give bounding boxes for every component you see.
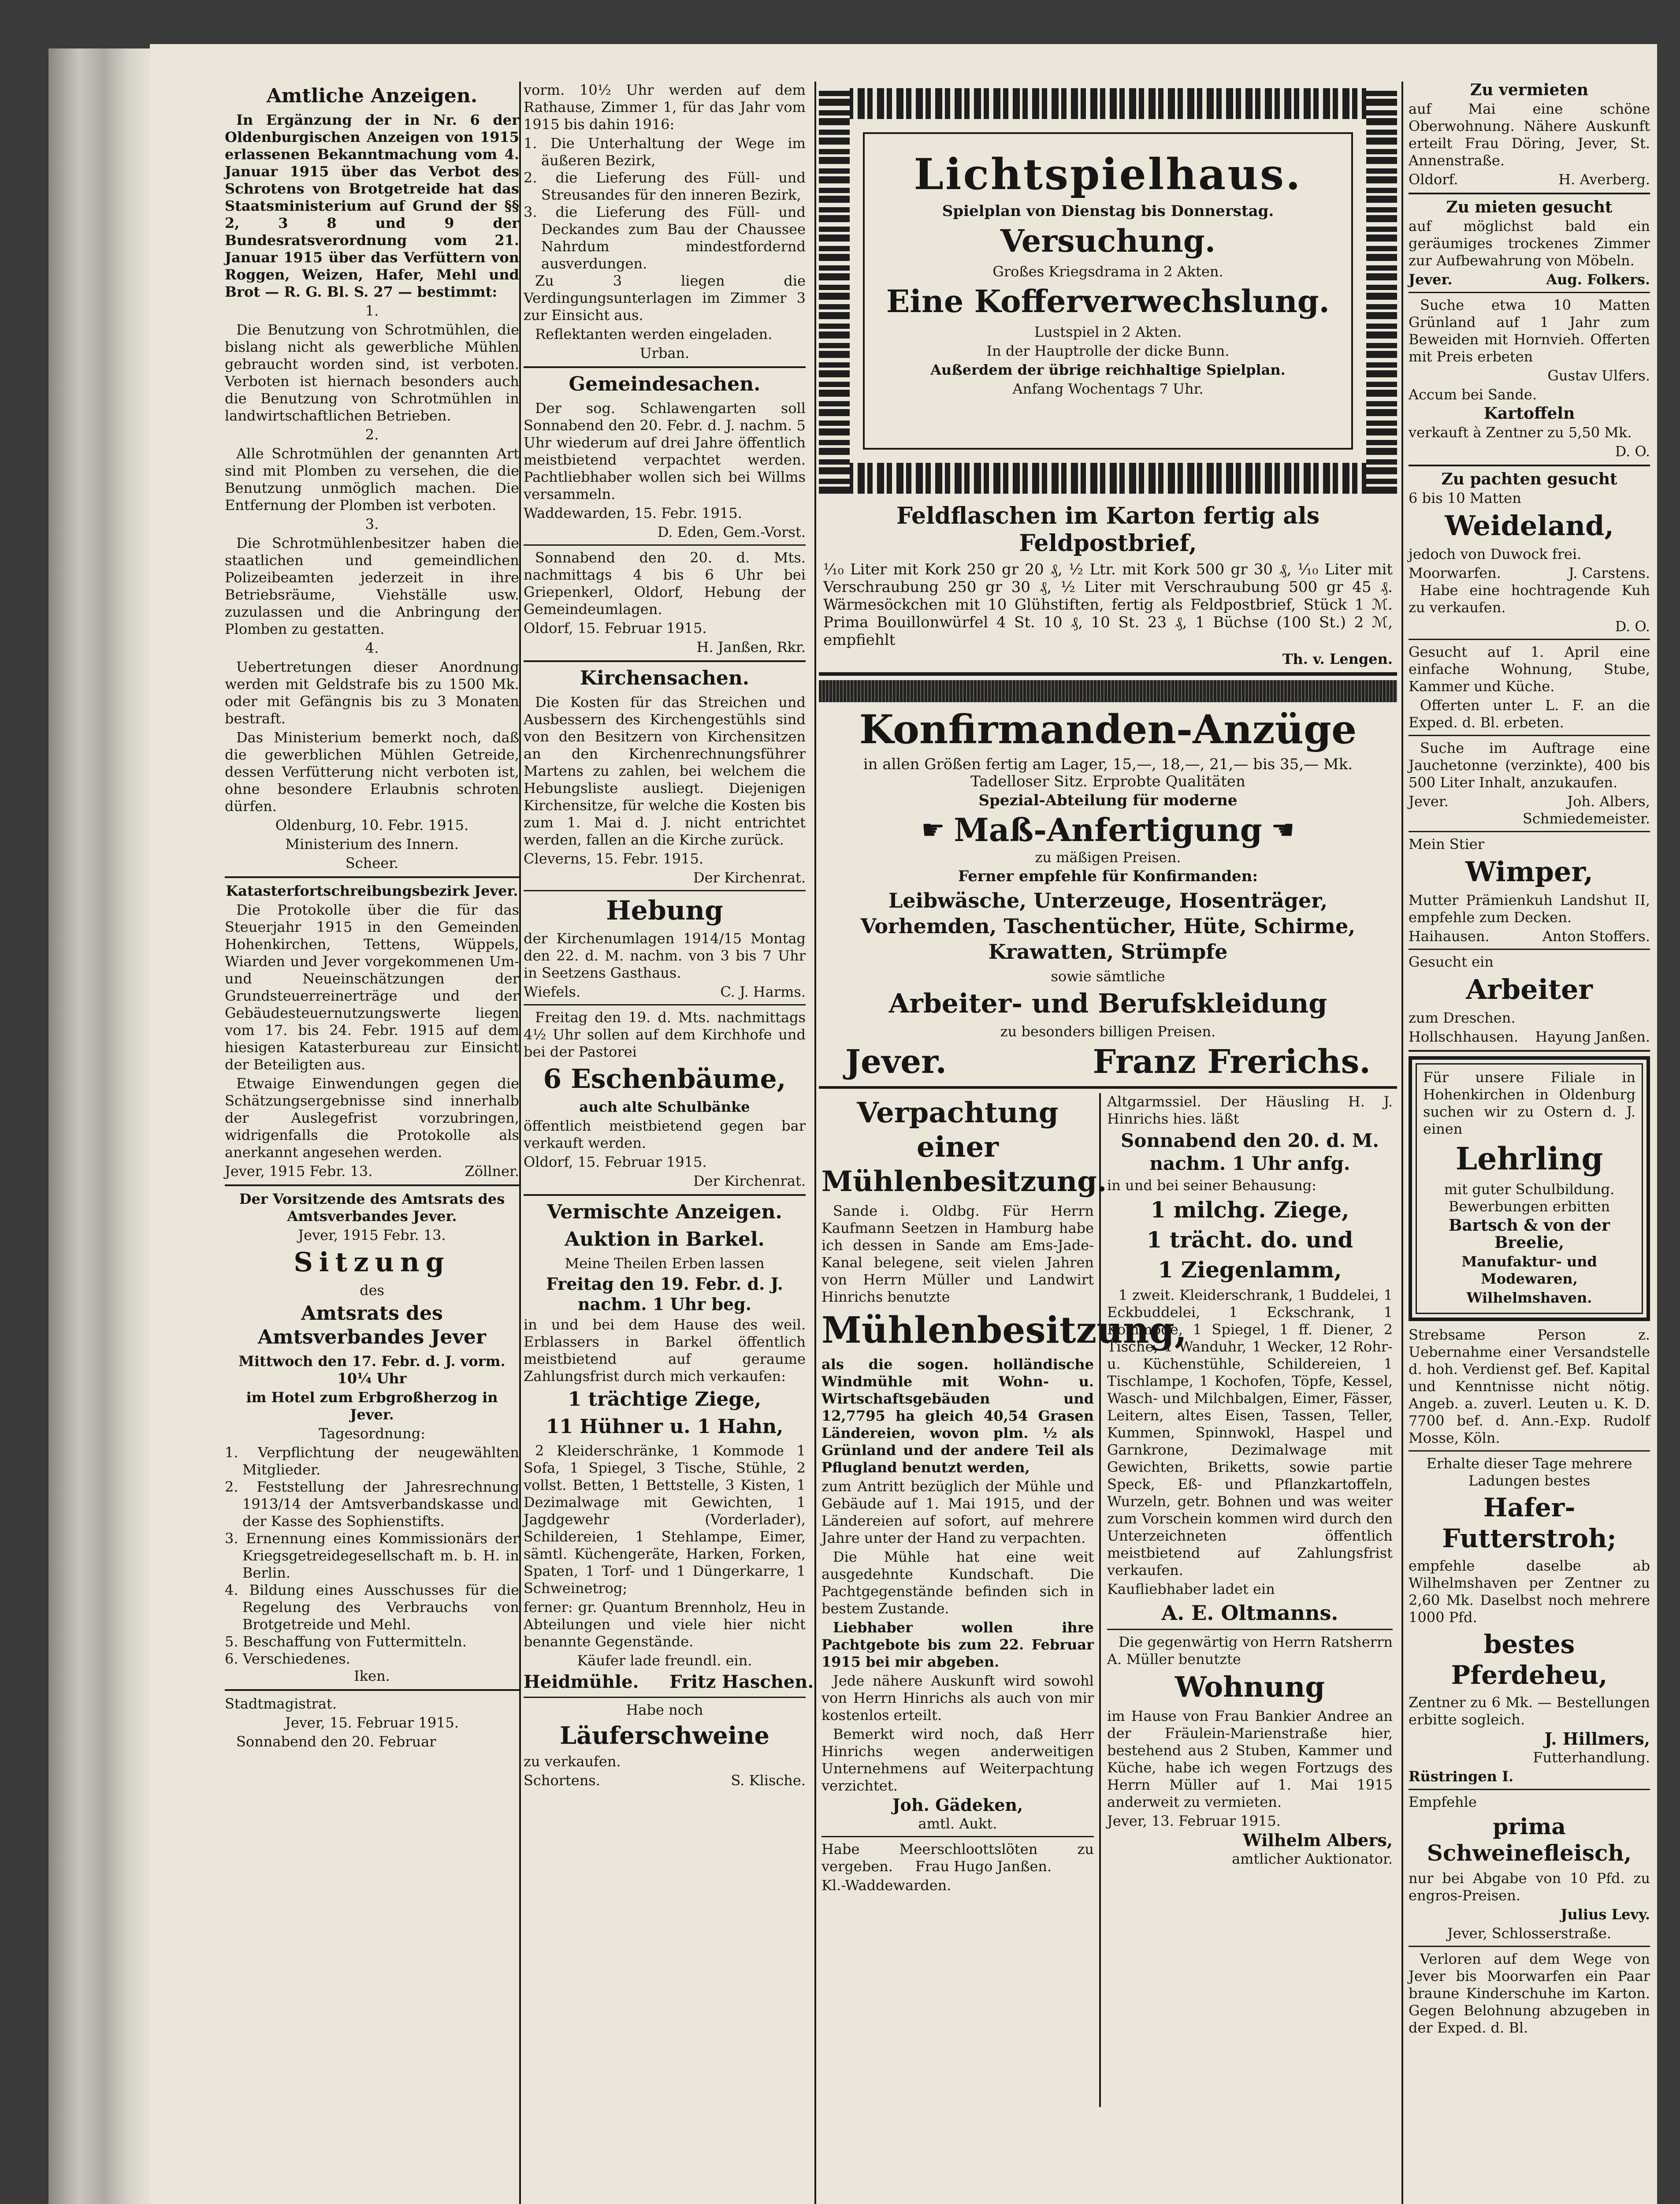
notice-place-date: Oldenburg, 10. Febr. 1915. [275,817,469,834]
divider [1409,1050,1650,1052]
top-notice-item: 3. die Lieferung des Füll- und Deckandes zum Bau der Chaussee Nahrdum mindestfordernd ausverdungen. [524,204,806,272]
pferdeheu-text: Zentner zu 6 Mk. — Bestellungen erbitte sogleich. [1409,1694,1650,1728]
pachten-text: 6 bis 10 Matten [1409,490,1521,506]
pferdeheu-signature-title: Futterhandlung. [1533,1749,1650,1766]
meerschw-place: Kl.-Waddewarden. [821,1877,952,1894]
weideland-signature: J. Carstens. [1568,565,1650,581]
weideland-place: Moorwarfen. [1409,565,1501,581]
muehle-signature-title: amtl. Aukt. [918,1815,997,1832]
wohnung-title: Wohnung [1175,1671,1325,1704]
eschen-text: Freitag den 19. d. Mts. nachmittags 4½ Uhr sollen auf dem Kirchhofe und bei der Pastorei [524,1009,806,1060]
wohnung-signature-title: amtlicher Auktionator. [1232,1850,1393,1867]
column-rule [1401,82,1403,2204]
kataster-text: Etwaige Einwendungen gegen die Schätzungsergebnisse sind innerhalb der Auslegefrist vorzubringen, widrigenfalls die Protokolle als anerkannt angesehen werden. [225,1075,519,1161]
gesucht-text: Gesucht auf 1. April eine einfache Wohnung, Stube, Kammer und Küche. [1409,644,1650,695]
konfirmanden-berufs: Arbeiter- und Berufskleidung [888,988,1327,1019]
divider [524,890,806,891]
vermieten-place: Oldorf. [1409,171,1458,188]
jauche-place: Jever. [1409,793,1449,810]
wimper-title: Wimper, [1465,856,1594,888]
column-official-notices [225,82,519,2204]
muehlenbesitzung-ad [819,1093,1187,2107]
schwein-text: nur bei Abgabe von 10 Pfd. zu engros-Preisen. [1409,1870,1650,1904]
gemeinde-place: Waddewarden, 15. Febr. 1915. [524,505,742,521]
stadtmagistrat-label: Stadtmagistrat. [225,1695,337,1712]
konfirmanden-sowie: sowie sämtliche [1051,968,1165,985]
konfirmanden-text: in allen Größen fertig am Lager, 15,—, 18,—, 21,— bis 35,— Mk. Tadelloser Sitz. Erprobte Qualitäten [863,756,1353,790]
sitzung-title: Sitzung [294,1247,450,1278]
notice-intro: In Ergänzung der in Nr. 6 der Oldenburgischen Anzeigen von 1915 erlassenen Bekanntmachung vom 4. Januar 1915 über das Verbot des Schrotens von Brotgetreide hat das Staatsministerium auf Grund der §§ 2, 3 8 und 9 der Bundesratsverordnung vom 21. Januar 1915 über das Verfüttern von Roggen, Weizen, Hafer, Mehl und Brot — R. G. Bl. S. 27 — bestimmt: [225,112,519,300]
amtsrat-where: im Hotel zum Erbgroßherzog in Jever. [246,1389,498,1423]
konfirmanden-spezial: Spezial-Abteilung für moderne [978,792,1238,809]
konfirmanden-billig: zu besonders billigen Preisen. [1000,1023,1216,1040]
paragraph-number: 2. [365,426,379,443]
divider [524,544,806,546]
film-title: Eine Kofferverwechslung. [886,283,1330,320]
auktion-text: in und bei dem Hause des weil. Erblassers in Barkel öffentlich meistbietend auf geraume Zahlungsfrist durch mich verkaufen: [524,1316,806,1385]
top-notice-text: vorm. 10½ Uhr werden auf dem Rathause, Zimmer 1, für das Jahr vom 1915 bis dahin 1916: [524,82,806,133]
weideland-signature: D. O. [1615,618,1650,635]
lehrling-text: mit guter Schulbildung. Bewerbungen erbitten [1444,1181,1615,1215]
verloren-text: Verloren auf dem Wege von Jever bis Moorwarfen ein Paar braune Kinderschuhe im Karton. Gegen Belohnung abzugeben in der Exped. d. Bl. [1409,1951,1650,2036]
notice-paragraph: Uebertretungen dieser Anordnung werden mit Geldstrafe bis zu 1500 Mk. oder mit Gefängnis bis zu 3 Monaten bestraft. [225,659,519,727]
amtsrat-name: Amtsrats des Amtsverbandes Jever [257,1302,487,1348]
column-rule [814,82,816,2204]
weideland-title: Weideland, [1444,510,1614,542]
wimper-signature: Anton Stoffers. [1542,928,1650,945]
feldflaschen-signature: Th. v. Lengen. [1282,651,1393,667]
lichtspielhaus-more: Außerdem der übrige reichhaltige Spielplan. [930,361,1286,378]
divider [524,366,806,368]
jauche-text: Suche im Auftrage eine Jauchetonne (verzinkte), 400 bis 500 Liter Inhalt, anzukaufen. [1409,740,1650,791]
weideland-text: jedoch von Duwock frei. [1409,546,1582,562]
schwein-signature: Julius Levy. [1561,1906,1650,1923]
divider [1409,831,1650,832]
altgarm-list: 1 zweit. Kleiderschrank, 1 Buddelei, 1 Eckbuddelei, 1 Eckschrank, 1 Kommode, 1 Spiegel, 1 ff. Diener, 2 Tische, 1 Wanduhr, 1 Wecker, 12 Rohr- u. Küchenstühle, Schildereien, 1 Tischlampe, 1 Kochofen, Töpfe, Kessel, Wasch- und Milchbalgen, Eimer, Fässer, Leitern, altes Eisen, Tassen, Teller, Kummen, Spinnwokl, Haspel und Garnkrone, Dezimalwage mit Gewichten, Briketts, sowie partie Speck, Eß- und Pflanzkartoffeln, Wurzeln, getr. Bohnen und was weiter zum Vorschein kommen wird durch den Unterzeichneten öffentlich meistbietend auf Zahlungsfrist verkaufen. [1107,1287,1393,1579]
muehle-big-title: Mühlenbesitzung, [821,1309,1187,1351]
konfirmanden-signature: Franz Frerichs. [1093,1043,1371,1081]
top-notice-item: 1. Die Unterhaltung der Wege im äußeren Bezirk, [524,135,806,169]
top-notice-signature: Urban. [639,345,690,361]
vermieten-title: Zu vermieten [1470,81,1589,99]
wohnung-signature: Wilhelm Albers, [1243,1830,1393,1850]
altgarm-ziege2: 1 trächt. do. und [1146,1227,1353,1253]
gesucht-text: Offerten unter L. F. an die Exped. d. Bl. erbeten. [1409,697,1650,731]
eschen-title: 6 Eschenbäume, [543,1064,786,1095]
kirchen-signature: Der Kirchenrat. [693,869,806,886]
auktion-kaeufer: Käufer lade freundl. ein. [577,1652,752,1669]
feldflaschen-ad [819,503,1397,668]
divider [1409,949,1650,950]
konfirmanden-ad [819,707,1397,1082]
section-title-vermischte: Vermischte Anzeigen. [547,1201,782,1223]
column-advertisements [819,82,1397,2204]
divider [225,1184,519,1186]
konfirmanden-items: Leibwäsche, Unterzeuge, Hosenträger, Vorhemden, Taschentücher, Hüte, Schirme, Krawatten, Strümpfe [860,889,1356,964]
top-notice-text: Reflektanten werden eingeladen. [535,326,773,343]
agenda-item: 3. Ernennung eines Kommissionärs der Kriegsgetreidegesellschaft m. b. H. in Berlin. [225,1530,519,1581]
divider [1409,639,1650,640]
auktion-signature: Heidmühle. Fritz Haschen. [524,1672,814,1692]
lehrling-firm: Bartsch & von der Breelie, [1449,1216,1610,1252]
column-classifieds [1406,82,1653,2204]
muehle-text: als die sogen. holländische Windmühle mit Wohn- u. Wirtschaftsgebäuden und 12,7795 ha gleich 40,54 Grasen Ländereien, wovon plm. ½ als Grünland und der andere Teil als Pflugland benutzt werden, [821,1356,1094,1476]
feldflaschen-text: ¹⁄₁₀ Liter mit Kork 250 gr 20 ₰, ½ Ltr. mit Kork 500 gr 30 ₰, ¹⁄₁₀ Liter mit Verschraubung 250 gr 30 ₰, ½ Liter mit Verschraubung 500 gr 45 ₰. Wärmesöckchen mit 10 Glühstiften, fertig als Feldpostbrief, Stück 1 ℳ. Prima Bouillonwürfel 4 St. 10 ₰, 10 St. 23 ₰, 1 Büchse (100 St.) 2 ℳ, empfiehlt [823,561,1393,649]
divider [524,1697,806,1698]
pachten-title: Zu pachten gesucht [1441,470,1617,488]
muehle-text: Die Mühle hat eine weit ausgedehnte Kundschaft. Die Pachtgegenstände befinden sich in bestem Zustande. [821,1549,1094,1617]
schwein-place: Jever, Schlosserstraße. [1447,1925,1612,1942]
gemeinde-text: Sonnabend den 20. d. Mts. nachmittags 4 bis 6 Uhr bei Griepenkerl, Oldorf, Hebung der Gemeindeumlagen. [524,549,806,618]
agenda-item: 5. Beschaffung von Futtermitteln. [225,1633,467,1650]
eschen-place: Oldorf, 15. Februar 1915. [524,1154,707,1170]
tagesordnung-label: Tagesordnung: [319,1425,425,1442]
auktion-title: Auktion in Barkel. [565,1228,765,1251]
lehrling-place: Wilhelmshaven. [1466,1289,1592,1306]
kataster-place: Jever, 1915 Febr. 13. [225,1163,373,1180]
muehle-signature: Joh. Gädeken, [892,1795,1023,1815]
pferdeheu-title: bestes Pferdeheu, [1451,1629,1608,1690]
auktion-text: Meine Theilen Erben lassen [565,1255,765,1272]
muehle-text: Bemerkt wird noch, daß Herr Hinrichs wegen anderweitigen Unternehmens auf Weiterpachtung verzichtet. [821,1726,1094,1794]
notice-paragraph: Alle Schrotmühlen der genannten Art sind mit Plomben zu versehen, die die Benutzung unmöglich machen. Die Entfernung der Plomben ist verboten. [225,445,519,514]
muehle-text: zum Antritt bezüglich der Mühle und Gebäude auf 1. Mai 1915, und der Ländereien auf sofort, auf mehrere Jahre unter der Hand zu verpachten. [821,1478,1094,1546]
matten-place: Accum bei Sande. [1409,386,1537,403]
pferdeheu-place: Rüstringen I. [1409,1768,1514,1785]
eschen-subtitle: auch alte Schulbänke [579,1098,750,1115]
kataster-title: Katasterfortschreibungsbezirk Jever. [226,882,518,899]
meerschw-text: Habe Meerschloottslöten zu vergeben. Frau Hugo Janßen. [821,1841,1099,1875]
strebsam-text: Strebsame Person z. Uebernahme einer Versandstelle d. hoh. Verdienst gef. Bef. Kapital und Kenntnisse nicht nötig. Angeb. a. zuverl. Leuten u. K. D. 7700 bef. d. Ann.-Exp. Rudolf Mosse, Köln. [1409,1326,1650,1446]
notice-signature: Scheer. [345,855,399,871]
section-title-kirchen: Kirchensachen. [580,667,750,689]
muehle-text: Sande i. Oldbg. Für Herrn Kaufmann Seetzen in Hamburg habe ich dessen in Sande am Ems-Jade-Kanal belegene, seit vielen Jahren von Herrn Müller und Landwirt Hinrichs benutzte [821,1203,1094,1305]
divider [524,1194,806,1196]
lichtspielhaus-ad [819,88,1397,494]
konfirmanden-mass: Maß-Anfertigung [954,811,1262,849]
ad-banner-bar [819,680,1397,702]
divider [821,1836,1094,1837]
laeufer-title: Läuferschweine [560,1721,769,1750]
altgarm-ziege: 1 milchg. Ziege, [1150,1197,1349,1223]
konfirmanden-preise: zu mäßigen Preisen. [1035,849,1181,866]
arbeiter-title: Arbeiter [1466,973,1593,1005]
lehrling-text: Für unsere Filiale in Hohenkirchen in Oldenburg suchen wir zu Ostern d. J. einen [1423,1069,1635,1137]
divider [1409,465,1650,466]
lehrling-firm-type: Manufaktur- und Modewaren, [1461,1253,1597,1287]
divider [1409,1946,1650,1947]
vermieten-signature: H. Averberg. [1558,171,1650,188]
lichtspielhaus-title: Lichtspielhaus. [914,149,1302,199]
paragraph-number: 1. [365,302,379,319]
paragraph-number: 3. [365,516,379,532]
matten-signature: Gustav Ulfers. [1547,367,1650,384]
kartoffeln-signature: D. O. [1615,443,1650,460]
matten-text: Suche etwa 10 Matten Grünland auf 1 Jahr zum Beweiden mit Hornvieh. Offerten mit Preis erbeten [1409,297,1650,365]
laeufer-signature: S. Klische. [731,1772,806,1789]
divider [225,1689,519,1691]
schwein-title: prima Schweinefleisch, [1427,1813,1632,1866]
hebung-title: Hebung [606,895,723,926]
laeufer-text: zu verkaufen. [524,1753,621,1770]
altgarmssiel-ad [1101,1093,1395,2107]
auktion-when: Freitag den 19. Febr. d. J. nachm. 1 Uhr beg. [546,1274,783,1314]
agenda-item: 6. Verschiedenes. [225,1650,350,1667]
divider [819,672,1397,676]
amtsrat-date: Jever, 1915 Febr. 13. [298,1227,446,1243]
hebung-place: Wiefels. [524,983,581,1000]
divider [1409,193,1650,194]
wohnung-text: Die gegenwärtig von Herrn Ratsherrn A. Müller benutzte [1107,1634,1393,1668]
agenda-item: 1. Verpflichtung der neugewählten Mitglieder. [225,1444,519,1478]
divider [819,1086,1397,1089]
arbeiter-signature: Hayung Janßen. [1535,1028,1650,1045]
divider [225,876,519,878]
lichtspielhaus-time: Anfang Wochentags 7 Uhr. [1012,380,1204,397]
weideland-text: Habe eine hochtragende Kuh zu verkaufen. [1409,582,1650,616]
divider [1409,1789,1650,1790]
muehle-text: Liebhaber wollen ihre Pachtgebote bis zum 22. Februar 1915 bei mir abgeben. [821,1619,1094,1670]
wimper-text: Mutter Prämienkuh Landshut II, empfehle zum Decken. [1409,892,1650,926]
muehle-title: Verpachtung einer Mühlenbesitzung. [821,1096,1107,1198]
feldflaschen-title: Feldflaschen im Karton fertig als Feldpostbrief, [896,503,1320,557]
column-community-notices [519,82,814,2204]
lehrling-title: Lehrling [1455,1140,1603,1177]
altgarm-kauf: Kaufliebhaber ladet ein [1107,1581,1275,1597]
auktion-huehner: 11 Hühner u. 1 Hahn, [546,1415,784,1438]
notice-authority: Ministerium des Innern. [285,836,459,853]
film-description: Großes Kriegsdrama in 2 Akten. [992,263,1223,280]
altgarm-when: Sonnabend den 20. d. M. nachm. 1 Uhr anfg. [1121,1130,1379,1174]
film-description: Lustspiel in 2 Akten. [1034,324,1182,340]
pferdeheu-signature: J. Hillmers, [1544,1729,1650,1749]
wohnung-place: Jever, 13. Februar 1915. [1107,1813,1281,1829]
lehrling-ad [1409,1056,1650,1321]
pointing-hand-icon: ☚ [1271,815,1295,845]
arbeiter-text: Gesucht ein [1409,953,1494,970]
eschen-text: öffentlich meistbietend gegen bar verkauft werden. [524,1117,806,1151]
pointing-hand-icon: ☛ [921,815,945,845]
mieten-place: Jever. [1409,271,1453,288]
altgarm-signature: A. E. Oltmanns. [1161,1601,1338,1625]
film-title: Versuchung. [1000,223,1216,259]
divider [1409,292,1650,293]
gemeinde-signature: H. Janßen, Rkr. [696,639,806,655]
mieten-signature: Aug. Folkers. [1546,271,1650,288]
hafer-text: empfehle daselbe ab Wilhelmshaven per Zentner zu 2,60 Mk. Daselbst noch mehrere 1000 Pfd. [1409,1557,1650,1626]
notice-paragraph: Die Benutzung von Schrotmühlen, die bislang nicht als gewerbliche Mühlen gebraucht worden sind, ist verboten. Verboten ist hiernach besonders auch die Benutzung von Schrotmühlen in landwirtschaftlichen Betrieben. [225,321,519,424]
paragraph-number: 4. [365,640,379,656]
divider [1409,735,1650,736]
hebung-text: der Kirchenumlagen 1914/15 Montag den 22. d. M. nachm. von 3 bis 7 Uhr in Seetzens Gasthaus. [524,930,806,981]
agenda-item: 2. Feststellung der Jahresrechnung 1913/14 der Amtsverbandskasse und der Kasse des Sophienstifts. [225,1478,519,1530]
auktion-list: 2 Kleiderschränke, 1 Kommode 1 Sofa, 1 Spiegel, 3 Tische, Stühle, 2 vollst. Betten, 1 Bettstelle, 3 Kisten, 1 Dezimalwage mit Gewichten, 1 Jagdgewehr (Vorderlader), Schildereien, 1 Stehlampe, Eimer, sämtl. Küchengeräte, Harken, Forken, Spaten, 1 Torf- und 1 Düngerkarre, 1 Schweinetrog; [524,1442,806,1597]
amtsrat-heading: Der Vorsitzende des Amtsrats des Amtsverbandes Jever. [239,1191,505,1225]
des-word: des [360,1282,384,1299]
gemeinde-signature: D. Eden, Gem.-Vorst. [657,524,806,540]
hebung-signature: C. J. Harms. [720,983,806,1000]
agenda-item: 4. Bildung eines Ausschusses für die Regelung des Verbrauchs von Brotgetreide und Mehl. [225,1582,519,1633]
mieten-text: auf möglichst bald ein geräumiges trockenes Zimmer zur Aufbewahrung von Möbeln. [1409,218,1650,269]
laeufer-place: Schortens. [524,1772,601,1789]
muehle-text: Jede nähere Auskunft wird sowohl von Herrn Hinrichs als auch von mir kostenlos erteilt. [821,1672,1094,1724]
top-notice-list [524,135,806,272]
hafer-title: Hafer-Futterstroh; [1442,1493,1617,1553]
amtsrat-when: Mittwoch den 17. Febr. d. J. vorm. 10¼ Uhr [238,1353,505,1387]
hafer-text: Erhalte dieser Tage mehrere Ladungen bestes [1426,1455,1632,1489]
arbeiter-text: zum Dreschen. [1409,1009,1516,1026]
altgarm-text: Altgarmssiel. Der Häusling H. J. Hinrichs hies. läßt [1107,1093,1393,1127]
agenda-list [225,1444,519,1668]
altgarm-lamm: 1 Ziegenlamm, [1158,1257,1342,1283]
eschen-signature: Der Kirchenrat. [693,1173,806,1189]
vermieten-text: auf Mai eine schöne Oberwohnung. Nähere Auskunft erteilt Frau Döring, Jever, St. Annenstraße. [1409,101,1650,169]
stadt-date: Jever, 15. Februar 1915. [285,1714,459,1731]
top-notice-text: Zu 3 liegen die Verdingungsunterlagen im Zimmer 3 zur Einsicht aus. [524,272,806,324]
kataster-text: Die Protokolle über die für das Steuerjahr 1915 in den Gemeinden Hohenkirchen, Tettens, Wüppels, Wiarden und Jever vorgekommenen Um- und Neueinschätzungen der Grundsteuerreinerträge und der Gebäudesteuernutzungswerte liegen vom 17. bis 24. Febr. 1915 auf dem hiesigen Katasterbureau zur Einsicht der Beteiligten aus. [225,901,519,1073]
laeufer-text: Habe noch [626,1701,703,1718]
auktion-ferner: ferner: gr. Quantum Brennholz, Heu in Abteilungen und viele hier nicht benannte Gegenstände. [524,1599,806,1650]
kirchen-place: Cleverns, 15. Febr. 1915. [524,850,704,867]
stadt-text: Sonnabend den 20. Februar [236,1733,436,1750]
divider [524,1004,806,1005]
divider [1107,1629,1393,1630]
auktion-ziege: 1 trächtige Ziege, [568,1388,762,1411]
section-title-gemeinde: Gemeindesachen. [569,373,761,395]
divider [524,660,806,662]
kartoffeln-title: Kartoffeln [1483,404,1575,423]
konfirmanden-ferner: Ferner empfehle für Konfirmanden: [958,867,1258,885]
gemeinde-text: Der sog. Schlawengarten soll Sonnabend den 20. Febr. d. J. nachm. 5 Uhr wiederum auf drei Jahre öffentlich meistbietend verpachtet werden. Pachtliebhaber wollen sich bei Willms versammeln. [524,400,806,503]
top-notice-item: 2. die Lieferung des Füll- und Streusandes für den inneren Bezirk, [524,169,806,203]
wohnung-text: im Hause von Frau Bankier Andree an der Fräulein-Marienstraße hier, bestehend aus 2 Stuben, Kammer und Küche, habe ich wegen Fortzugs des Herrn Müller auf 1. Mai 1915 anderweit zu vermieten. [1107,1708,1393,1810]
schwein-text: Empfehle [1409,1794,1477,1810]
kirchen-text: Die Kosten für das Streichen und Ausbessern des Kirchengestühls sind von den Besitzern von Kirchensitzen an den Kirchenrechnungsführer Martens zu zahlen, bei welchem die Hebungsliste ausliegt. Diejenigen Kirchensitze, für welche die Kosten bis zum 1. Mai d. J. nicht entrichtet werden, fallen an die Kirche zurück. [524,694,806,848]
altgarm-text: in und bei seiner Behausung: [1107,1177,1316,1194]
notice-paragraph: Die Schrotmühlenbesitzer haben die staatlichen und gemeindlichen Polizeibeamten jederzeit in ihre Betriebsräume, Viehställe usw. zuzulassen und die Anbringung der Plomben zu gestatten. [225,535,519,637]
gemeinde-place: Oldorf, 15. Februar 1915. [524,620,707,637]
konfirmanden-place: Jever. [845,1043,947,1081]
arbeiter-place: Hollschhausen. [1409,1028,1519,1045]
divider [1409,1450,1650,1452]
lichtspielhaus-schedule: Spielplan von Dienstag bis Donnerstag. [942,202,1274,220]
book-page-edges [48,48,150,2204]
kataster-signature: Zöllner. [465,1163,519,1180]
mieten-title: Zu mieten gesucht [1446,198,1613,216]
amtsrat-signature: Iken. [354,1668,390,1684]
jauche-signature: Joh. Albers, Schmiedemeister. [1522,793,1650,827]
wimper-text: Mein Stier [1409,836,1484,853]
kartoffeln-text: verkauft à Zentner zu 5,50 Mk. [1409,424,1632,441]
konfirmanden-title: Konfirmanden-Anzüge [859,706,1357,753]
section-title-amtliche: Amtliche Anzeigen. [266,85,478,107]
film-star: In der Hauptrolle der dicke Bunn. [986,343,1230,359]
notice-paragraph: Das Ministerium bemerkt noch, daß die gewerblichen Mühlen Getreide, dessen Verfütterung nicht verboten ist, ohne besondere Erlaubnis schroten dürfen. [225,729,519,815]
wimper-place: Haihausen. [1409,928,1490,945]
